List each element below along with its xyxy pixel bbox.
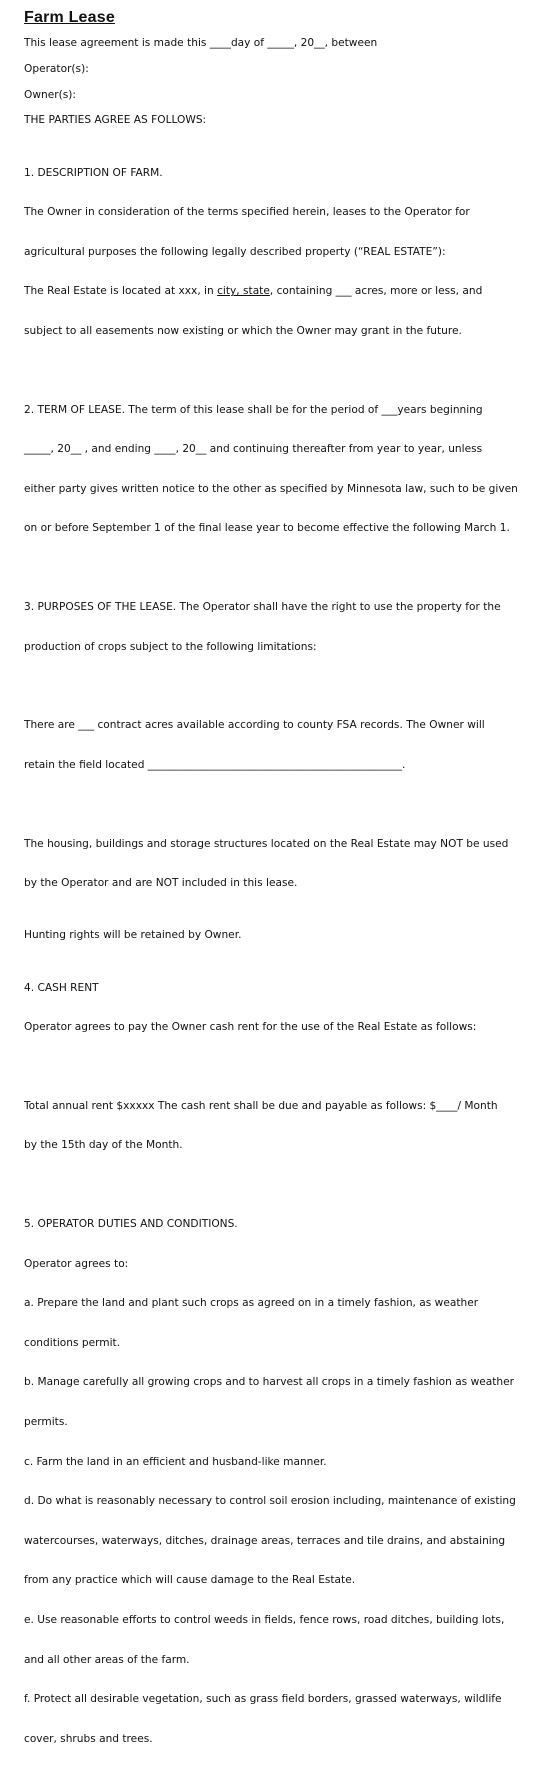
section-1-line: subject to all easements now existing or which the Owner may grant in the future. [24,325,462,338]
duty-line: d. Do what is reasonably necessary to control soil erosion including, maintenance of existing [24,1495,516,1508]
section-1-heading: 1. DESCRIPTION OF FARM. [24,166,163,179]
section-4-cash-rent [24,955,534,1061]
acres-text: , containing ___ acres, more or less, and [269,285,483,298]
intro-line: This lease agreement is made this ____day of _____, 20__, between [24,37,378,49]
duty-line: b. Manage carefully all growing crops and to harvest all crops in a timely fashion as weather [24,1376,514,1389]
owner-label: Owner(s): [24,88,76,101]
section-2-line: either party gives written notice to the other as specified by Minnesota law, such to be given [24,482,518,495]
operator-label: Operator(s): [24,62,89,75]
section-2-line: _____, 20__ , and ending ____, 20__ and continuing thereafter from year to year, unless [24,443,483,456]
section-4-line: Operator agrees to pay the Owner cash rent for the use of the Real Estate as follows: [24,1021,477,1034]
housing-line: by the Operator and are NOT included in this lease. [24,877,298,890]
section-3-purposes [24,575,534,681]
duty-line: from any practice which will cause damage to the Real Estate. [24,1574,356,1587]
housing-line: The housing, buildings and storage structures located on the Real Estate may NOT be used [24,837,509,850]
duty-line: cover, shrubs and trees. [24,1732,153,1745]
section-3-line: production of crops subject to the following limitations: [24,640,317,653]
duty-line: watercourses, waterways, ditches, drainage areas, terraces and tile drains, and abstaining [24,1534,506,1547]
duty-line: e. Use reasonable efforts to control weeds in fields, fence rows, road ditches, building lots, [24,1614,505,1627]
duty-line: and all other areas of the farm. [24,1653,190,1666]
lease-document [24,8,534,1773]
duty-line: permits. [24,1416,68,1429]
duty-line: a. Prepare the land and plant such crops as agreed on in a timely fashion, as weather [24,1297,479,1310]
section-1-line: agricultural purposes the following legally described property (“REAL ESTATE”): [24,245,446,258]
section-2-term [24,377,534,562]
location-text: The Real Estate is located at xxx, in [24,285,218,298]
section-2-line: 2. TERM OF LEASE. The term of this lease shall be for the period of ___years beginning [24,403,483,416]
section-5-heading: 5. OPERATOR DUTIES AND CONDITIONS. [24,1217,238,1230]
section-1-description [24,140,534,364]
contract-acres-paragraph [24,693,534,799]
total-rent-line: by the 15th day of the Month. [24,1139,183,1152]
contract-acres-line: retain the field located ________________________________________________. [24,758,406,771]
section-5-intro: Operator agrees to: [24,1257,129,1270]
hunting-rights: Hunting rights will be retained by Owner. [24,929,242,942]
section-1-line: The Owner in consideration of the terms specified herein, leases to the Operator for [24,206,470,219]
section-5-duties [24,1192,534,1773]
section-4-heading: 4. CASH RENT [24,981,99,994]
total-rent-line: Total annual rent $xxxxx The cash rent shall be due and payable as follows: $____/ Month [24,1099,498,1112]
total-rent-paragraph [24,1073,534,1179]
duty-line: f. Protect all desirable vegetation, such as grass field borders, grassed waterways, wildlife [24,1693,502,1706]
duty-line: c. Farm the land in an efficient and husband-like manner. [24,1455,327,1468]
section-3-line: 3. PURPOSES OF THE LEASE. The Operator shall have the right to use the property for the [24,601,501,614]
duty-line: conditions permit. [24,1336,121,1349]
document-title: Farm Lease [24,9,115,26]
housing-paragraph [24,811,534,917]
section-1-location-line [24,285,534,298]
parties-agree-heading: THE PARTIES AGREE AS FOLLOWS: [24,114,207,127]
contract-acres-line: There are ___ contract acres available according to county FSA records. The Owner will [24,719,485,732]
section-2-line: on or before September 1 of the final lease year to become effective the following March 1. [24,522,510,535]
city-state-link: city, state [217,285,270,298]
